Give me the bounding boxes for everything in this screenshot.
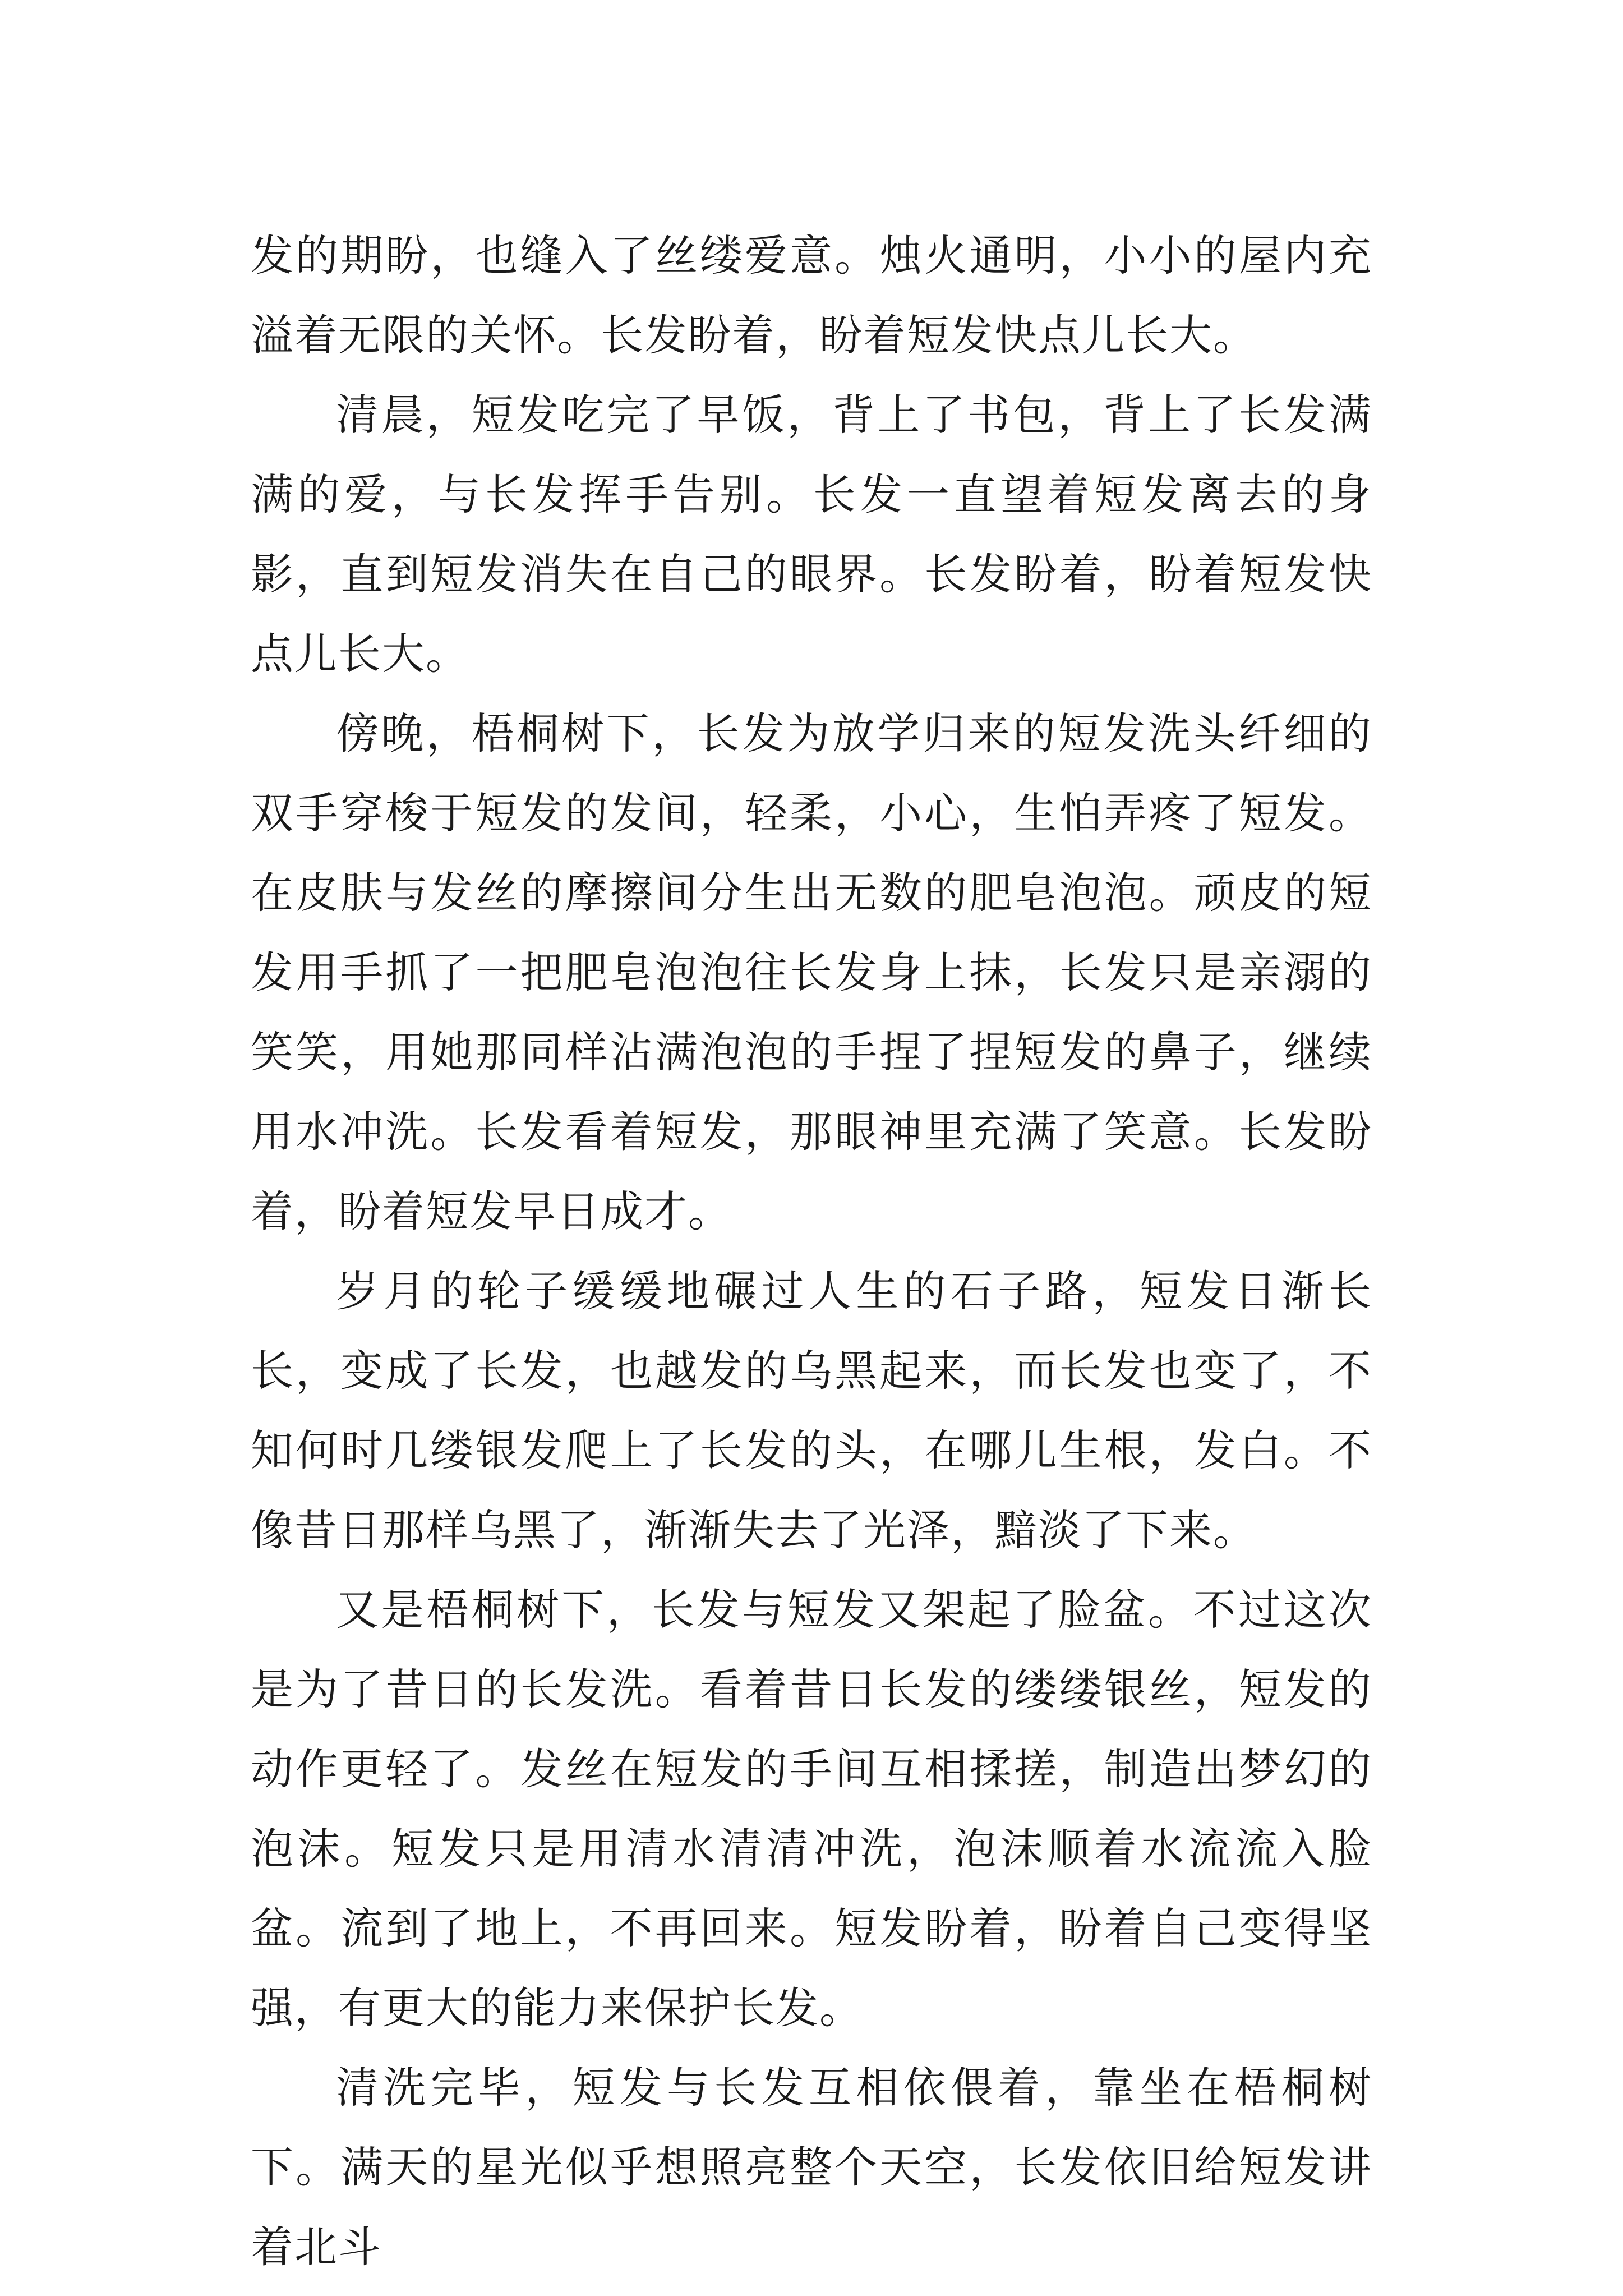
paragraph: 清洗完毕，短发与长发互相依偎着，靠坐在梧桐树下。满天的星光似乎想照亮整个天空，长发依旧给短发讲着北斗 — [251, 2063, 1372, 2272]
paragraph: 岁月的轮子缓缓地碾过人生的石子路，短发日渐长长，变成了长发，也越发的乌黑起来，而长发也变了，不知何时几缕银发爬上了长发的头，在哪儿生根，发白。不像昔日那样乌黑了，渐渐失去了光泽，黯淡了下来。 — [251, 1266, 1372, 1555]
paragraph-continued: 发的期盼，也缝入了丝缕爱意。烛火通明，小小的屋内充溢着无限的关怀。长发盼着，盼着短发快点儿长大。 — [251, 231, 1372, 360]
body-text — [251, 216, 1372, 2287]
paragraph: 又是梧桐树下，长发与短发又架起了脸盆。不过这次是为了昔日的长发洗。看着昔日长发的缕缕银丝，短发的动作更轻了。发丝在短发的手间互相揉搓，制造出梦幻的泡沫。短发只是用清水清清冲洗，泡沫顺着水流流入脸盆。流到了地上，不再回来。短发盼着，盼着自己变得坚强，有更大的能力来保护长发。 — [251, 1585, 1372, 2033]
paragraph: 傍晚，梧桐树下，长发为放学归来的短发洗头纤细的双手穿梭于短发的发间，轻柔，小心，生怕弄疼了短发。在皮肤与发丝的摩擦间分生出无数的肥皂泡泡。顽皮的短发用手抓了一把肥皂泡泡往长发身上抹，长发只是亲溺的笑笑，用她那同样沾满泡泡的手捏了捏短发的鼻子，继续用水冲洗。长发看着短发，那眼神里充满了笑意。长发盼着，盼着短发早日成才。 — [251, 708, 1372, 1236]
paragraph: 清晨，短发吃完了早饭，背上了书包，背上了长发满满的爱，与长发挥手告别。长发一直望着短发离去的身影，直到短发消失在自己的眼界。长发盼着，盼着短发快点儿长大。 — [251, 390, 1372, 679]
